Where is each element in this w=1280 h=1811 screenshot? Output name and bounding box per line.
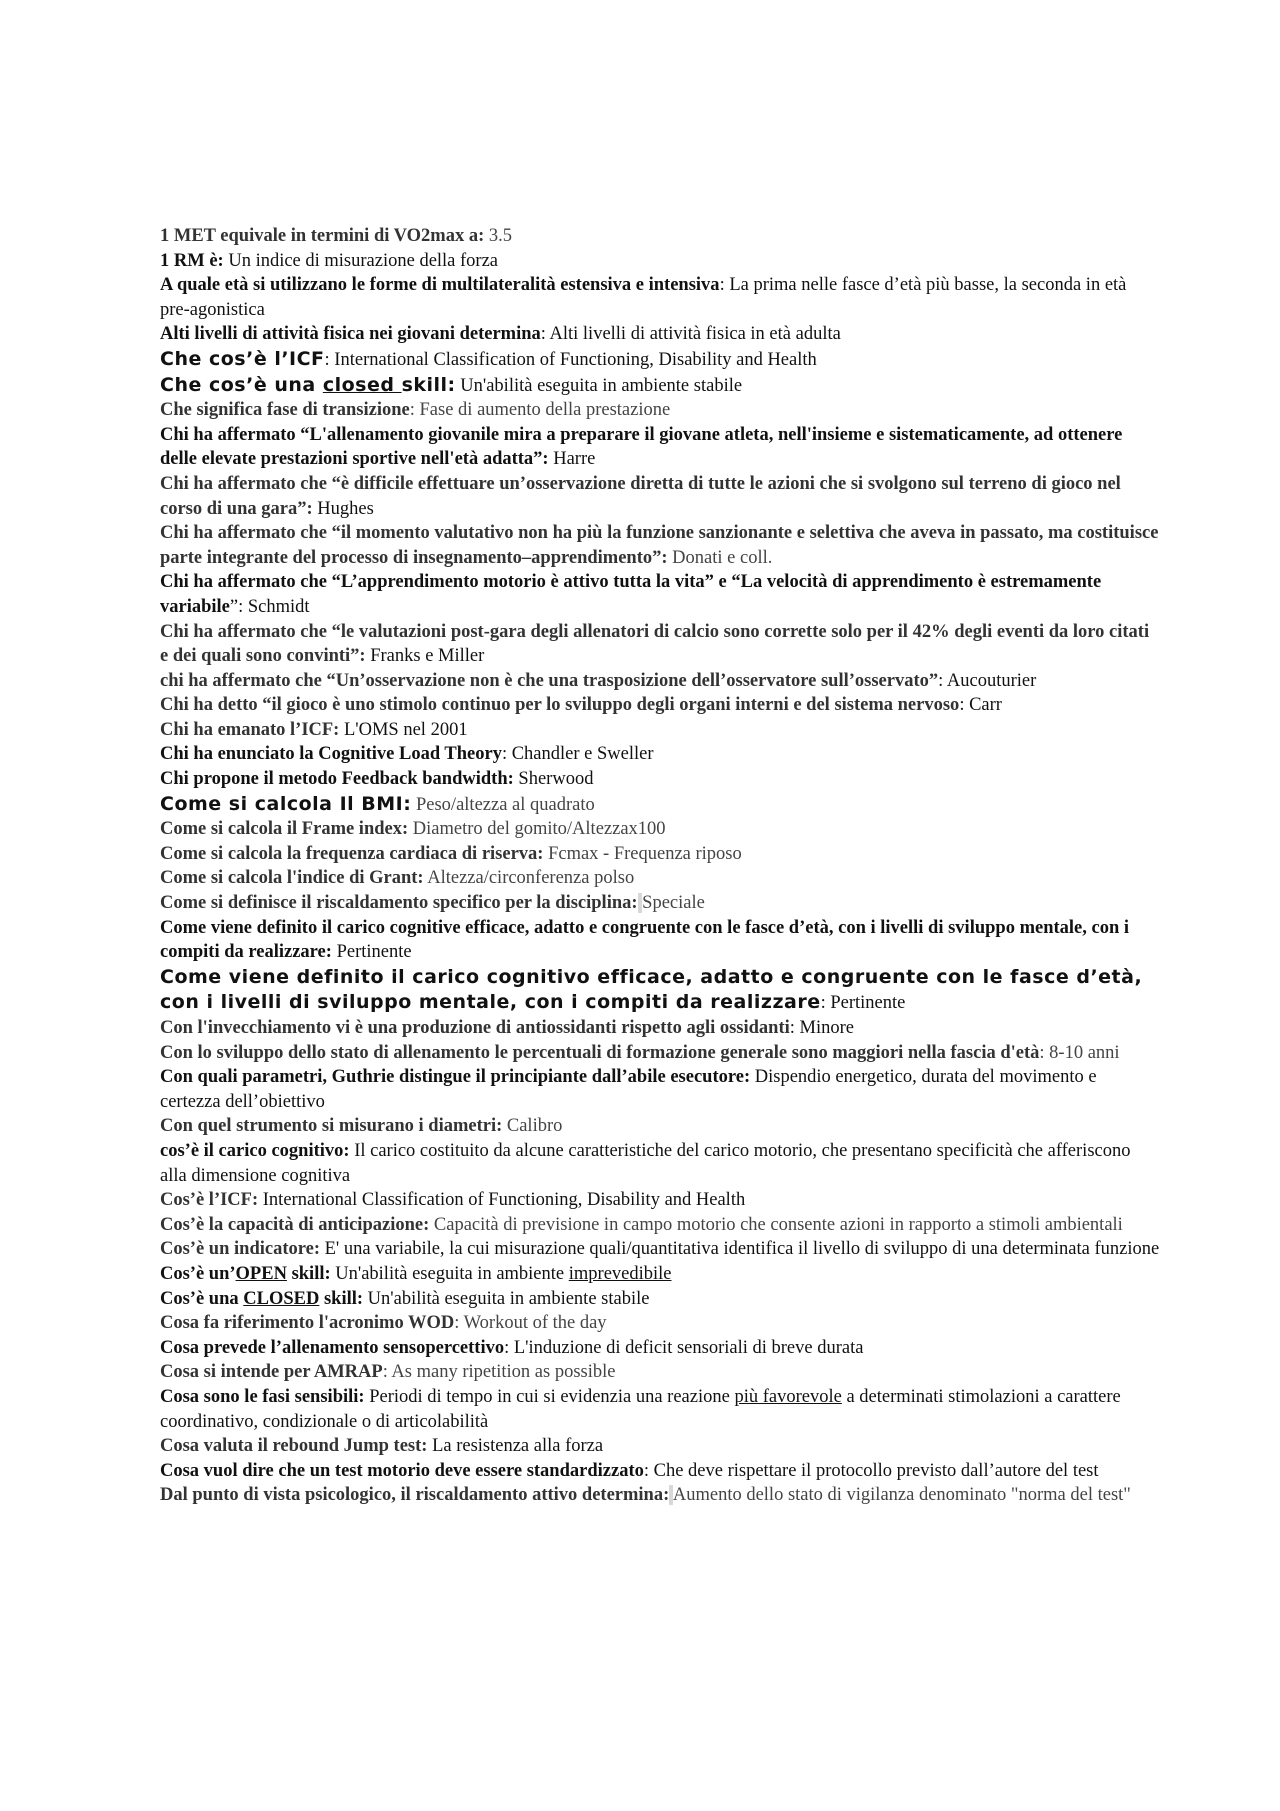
qa-entry — [160, 767, 1160, 792]
qa-entry — [160, 1041, 1160, 1066]
qa-entry — [160, 1139, 1160, 1188]
question-text: Chi ha emanato l’ICF: — [160, 719, 340, 740]
qa-entry — [160, 866, 1160, 891]
question-underlined-term: CLOSED — [243, 1288, 320, 1309]
answer-text: : Che deve rispettare il protocollo previsto dall’autore del test — [643, 1460, 1099, 1481]
question-text: Che cos’è l’ICF — [160, 347, 325, 370]
question-text: Cosa sono le fasi sensibili: — [160, 1386, 365, 1407]
question-text: Cos’è l’ICF: — [160, 1190, 259, 1211]
answer-text: Diametro del gomito/Altezzax100 — [408, 819, 666, 840]
qa-entry — [160, 1287, 1160, 1312]
answer-text: : Carr — [959, 695, 1002, 716]
answer-text: La resistenza alla forza — [427, 1436, 604, 1457]
qa-entry — [160, 1311, 1160, 1336]
answer-text: Un'abilità eseguita in ambiente — [330, 1263, 569, 1284]
qa-entry — [160, 322, 1160, 347]
question-text: Come si calcola l'indice di Grant: — [160, 868, 424, 889]
answer-text: Hughes — [312, 498, 374, 519]
question-text: Cosa si intende per AMRAP — [160, 1362, 383, 1383]
qa-entry — [160, 398, 1160, 423]
qa-entry — [160, 620, 1160, 669]
answer-text: : Chandler e Sweller — [501, 744, 654, 765]
qa-entry — [160, 472, 1160, 521]
question-text: Chi propone il metodo Feedback bandwidth: — [160, 769, 514, 790]
qa-entry — [160, 842, 1160, 867]
answer-text: ”: Schmidt — [229, 596, 310, 617]
question-text: A quale età si utilizzano le forme di multilateralità estensiva e intensiva — [160, 275, 720, 296]
question-text: cos’è il carico cognitivo: — [160, 1140, 350, 1161]
answer-text: Un'abilità eseguita in ambiente stabile — [363, 1288, 650, 1309]
question-text: Con lo sviluppo dello stato di allenamento le percentuali di formazione generale sono maggiori nella fascia d'età — [160, 1042, 1040, 1063]
answer-text: Dispendio energetico, durata del movimento e certezza dell’obiettivo — [160, 1067, 1097, 1112]
qa-entry — [160, 965, 1160, 1016]
question-text: Come si definisce il riscaldamento specifico per la disciplina: — [160, 893, 638, 914]
answer-text: : La prima nelle fasce d’età più basse, la seconda in età pre-agonistica — [160, 275, 1127, 320]
answer-text: Franks e Miller — [365, 646, 485, 667]
answer-underlined-term: imprevedibile — [568, 1263, 672, 1284]
answer-text: Un'abilità eseguita in ambiente stabile — [455, 375, 743, 396]
question-text: skill: — [401, 373, 456, 396]
question-text: Cos’è un’ — [160, 1263, 236, 1284]
question-text: chi ha affermato che “Un’osservazione non è che una trasposizione dell’osservatore sull’osservato” — [160, 670, 939, 691]
question-text: Alti livelli di attività fisica nei giovani determina — [160, 324, 541, 345]
question-text: Cos’è un indicatore: — [160, 1239, 325, 1260]
question-text: Con l'invecchiamento vi è una produzione di antiossidanti rispetto agli ossidanti — [160, 1018, 790, 1038]
answer-text: a determinati stimolazioni a carattere coordinativo, condizionale o di articolabilità — [160, 1386, 1121, 1432]
answer-text: : Fase di aumento della prestazione — [409, 400, 671, 421]
answer-underlined-term: più favorevole — [734, 1386, 842, 1407]
answer-text: Capacità di previsione in campo motorio che consente azioni in rapporto a stimoli ambientali — [429, 1214, 1123, 1235]
question-text: Chi ha affermato che “il momento valutativo non ha più la funzione sanzionante e selettiva che aveva in passato, ma costituisce parte integrante del processo di insegnamento–apprendimento”: — [160, 523, 1159, 568]
qa-entry — [160, 1360, 1160, 1385]
answer-text: Pertinente — [331, 942, 412, 963]
question-text: Chi ha affermato che “L’apprendimento motorio è attivo tutta la vita” e “La velocità di apprendimento è estremamente variabile — [160, 572, 1102, 617]
answer-text: Harre — [548, 449, 596, 470]
qa-entry — [160, 718, 1160, 743]
question-underlined-term: OPEN — [235, 1263, 287, 1284]
answer-text: Periodi di tempo in cui si evidenzia una reazione — [364, 1386, 735, 1407]
qa-entry — [160, 669, 1160, 694]
answer-text: L'OMS nel 2001 — [339, 719, 468, 740]
qa-entry — [160, 521, 1160, 570]
qa-entry — [160, 347, 1160, 373]
question-text: Come si calcola la frequenza cardiaca di riserva: — [160, 843, 544, 864]
qa-entry — [160, 1459, 1160, 1484]
answer-text: International Classification of Functioning, Disability and Health — [258, 1190, 746, 1211]
answer-text: Altezza/circonferenza polso — [423, 868, 635, 889]
question-text: Cosa prevede l’allenamento sensopercettivo — [160, 1337, 505, 1358]
answer-text: : Alti livelli di attività fisica in età adulta — [540, 324, 841, 345]
question-text: Con quel strumento si misurano i diametri: — [160, 1116, 503, 1137]
question-text: Con quali parametri, Guthrie distingue il principiante dall’abile esecutore: — [160, 1067, 751, 1088]
question-text: skill: — [286, 1263, 331, 1284]
question-text: Chi ha affermato che “è difficile effettuare un’osservazione diretta di tutte le azioni che si svolgono sul terreno di gioco nel corso di una gara”: — [160, 473, 1121, 519]
question-text: Dal punto di vista psicologico, il riscaldamento attivo determina: — [160, 1485, 670, 1506]
qa-entry — [160, 1336, 1160, 1361]
question-text: Come si calcola Il BMI: — [160, 792, 412, 815]
qa-entry — [160, 1213, 1160, 1238]
qa-entry — [160, 1262, 1160, 1287]
answer-text: Donati e coll. — [667, 547, 773, 568]
question-text: 1 RM è: — [160, 250, 224, 271]
qa-entry — [160, 1188, 1160, 1213]
qa-entry — [160, 1483, 1160, 1508]
question-text: Come viene definito il carico cognitivo efficace, adatto e congruente con le fasce d’età, con i livelli di sviluppo mentale, con i compiti da realizzare — [160, 965, 1143, 1014]
question-text: Chi ha enunciato la Cognitive Load Theory — [160, 744, 502, 765]
question-text: Come si calcola il Frame index: — [160, 819, 409, 840]
qa-entry — [160, 693, 1160, 718]
answer-text: Calibro — [502, 1116, 563, 1137]
qa-entry — [160, 792, 1160, 818]
qa-entry — [160, 373, 1160, 399]
question-text: Cos’è una — [160, 1288, 244, 1309]
qa-entry — [160, 224, 1160, 249]
answer-text: : Aucouturier — [938, 670, 1037, 691]
answer-text: : Workout of the day — [454, 1313, 607, 1334]
question-text: 1 MET equivale in termini di VO2max a: — [160, 226, 485, 246]
qa-entry — [160, 1065, 1160, 1114]
qa-entry — [160, 1016, 1160, 1041]
answer-text: E' una variabile, la cui misurazione quali/quantitativa identifica il livello di sviluppo di una determinata funzione — [324, 1239, 1160, 1260]
qa-entry — [160, 1385, 1160, 1434]
qa-entry — [160, 742, 1160, 767]
question-underlined-term: closed — [322, 373, 402, 396]
answer-text: Fcmax - Frequenza riposo — [543, 843, 742, 864]
answer-text: Aumento dello stato di vigilanza denominato "norma del test" — [672, 1485, 1131, 1506]
document-page — [160, 224, 1160, 1508]
question-text: Cosa fa riferimento l'acronimo WOD — [160, 1313, 455, 1334]
question-text: Come viene definito il carico cognitive efficace, adatto e congruente con le fasce d’età, con i livelli di sviluppo mentale, con i compiti da realizzare: — [160, 917, 1130, 963]
qa-entry — [160, 817, 1160, 842]
question-text: Che cos’è una — [160, 373, 323, 396]
answer-text: Il carico costituito da alcune caratteristiche del carico motorio, che presentano specificità che afferiscono alla dimensione cognitiva — [160, 1140, 1131, 1186]
answer-text: : Minore — [789, 1018, 855, 1038]
question-text: Chi ha detto “il gioco è uno stimolo continuo per lo sviluppo degli organi interni e del sistema nervoso — [160, 695, 960, 716]
answer-text: Sherwood — [513, 769, 594, 790]
answer-text: 3.5 — [484, 226, 512, 246]
answer-text: : L'induzione di deficit sensoriali di breve durata — [504, 1337, 864, 1358]
answer-text: : As many ripetition as possible — [382, 1362, 616, 1383]
qa-entry — [160, 916, 1160, 965]
question-text: Chi ha affermato “L'allenamento giovanile mira a preparare il giovane atleta, nell'insieme e sistematicamente, ad ottenere delle elevate prestazioni sportive nell'età adatta”: — [160, 424, 1123, 470]
qa-entry — [160, 249, 1160, 274]
question-text: Cos’è la capacità di anticipazione: — [160, 1214, 430, 1235]
question-text: Chi ha affermato che “le valutazioni post-gara degli allenatori di calcio sono corrette solo per il 42% degli eventi da loro citati e dei quali sono convinti”: — [160, 621, 1150, 667]
qa-entry — [160, 891, 1160, 916]
question-text: skill: — [319, 1288, 364, 1309]
question-text: Cosa valuta il rebound Jump test: — [160, 1436, 428, 1457]
qa-entry — [160, 570, 1160, 619]
question-text: Cosa vuol dire che un test motorio deve essere standardizzato — [160, 1460, 644, 1481]
qa-entry — [160, 1237, 1160, 1262]
question-text: Che significa fase di transizione — [160, 400, 410, 421]
answer-text: Un indice di misurazione della forza — [223, 250, 499, 271]
qa-entry — [160, 273, 1160, 322]
answer-text: : 8-10 anni — [1039, 1042, 1120, 1063]
answer-text: Peso/altezza al quadrato — [411, 794, 595, 815]
qa-entry — [160, 1434, 1160, 1459]
answer-text: : International Classification of Functioning, Disability and Health — [324, 349, 817, 370]
qa-entry — [160, 423, 1160, 472]
answer-text: : Pertinente — [820, 993, 906, 1014]
qa-entry — [160, 1114, 1160, 1139]
answer-text: Speciale — [642, 893, 705, 914]
